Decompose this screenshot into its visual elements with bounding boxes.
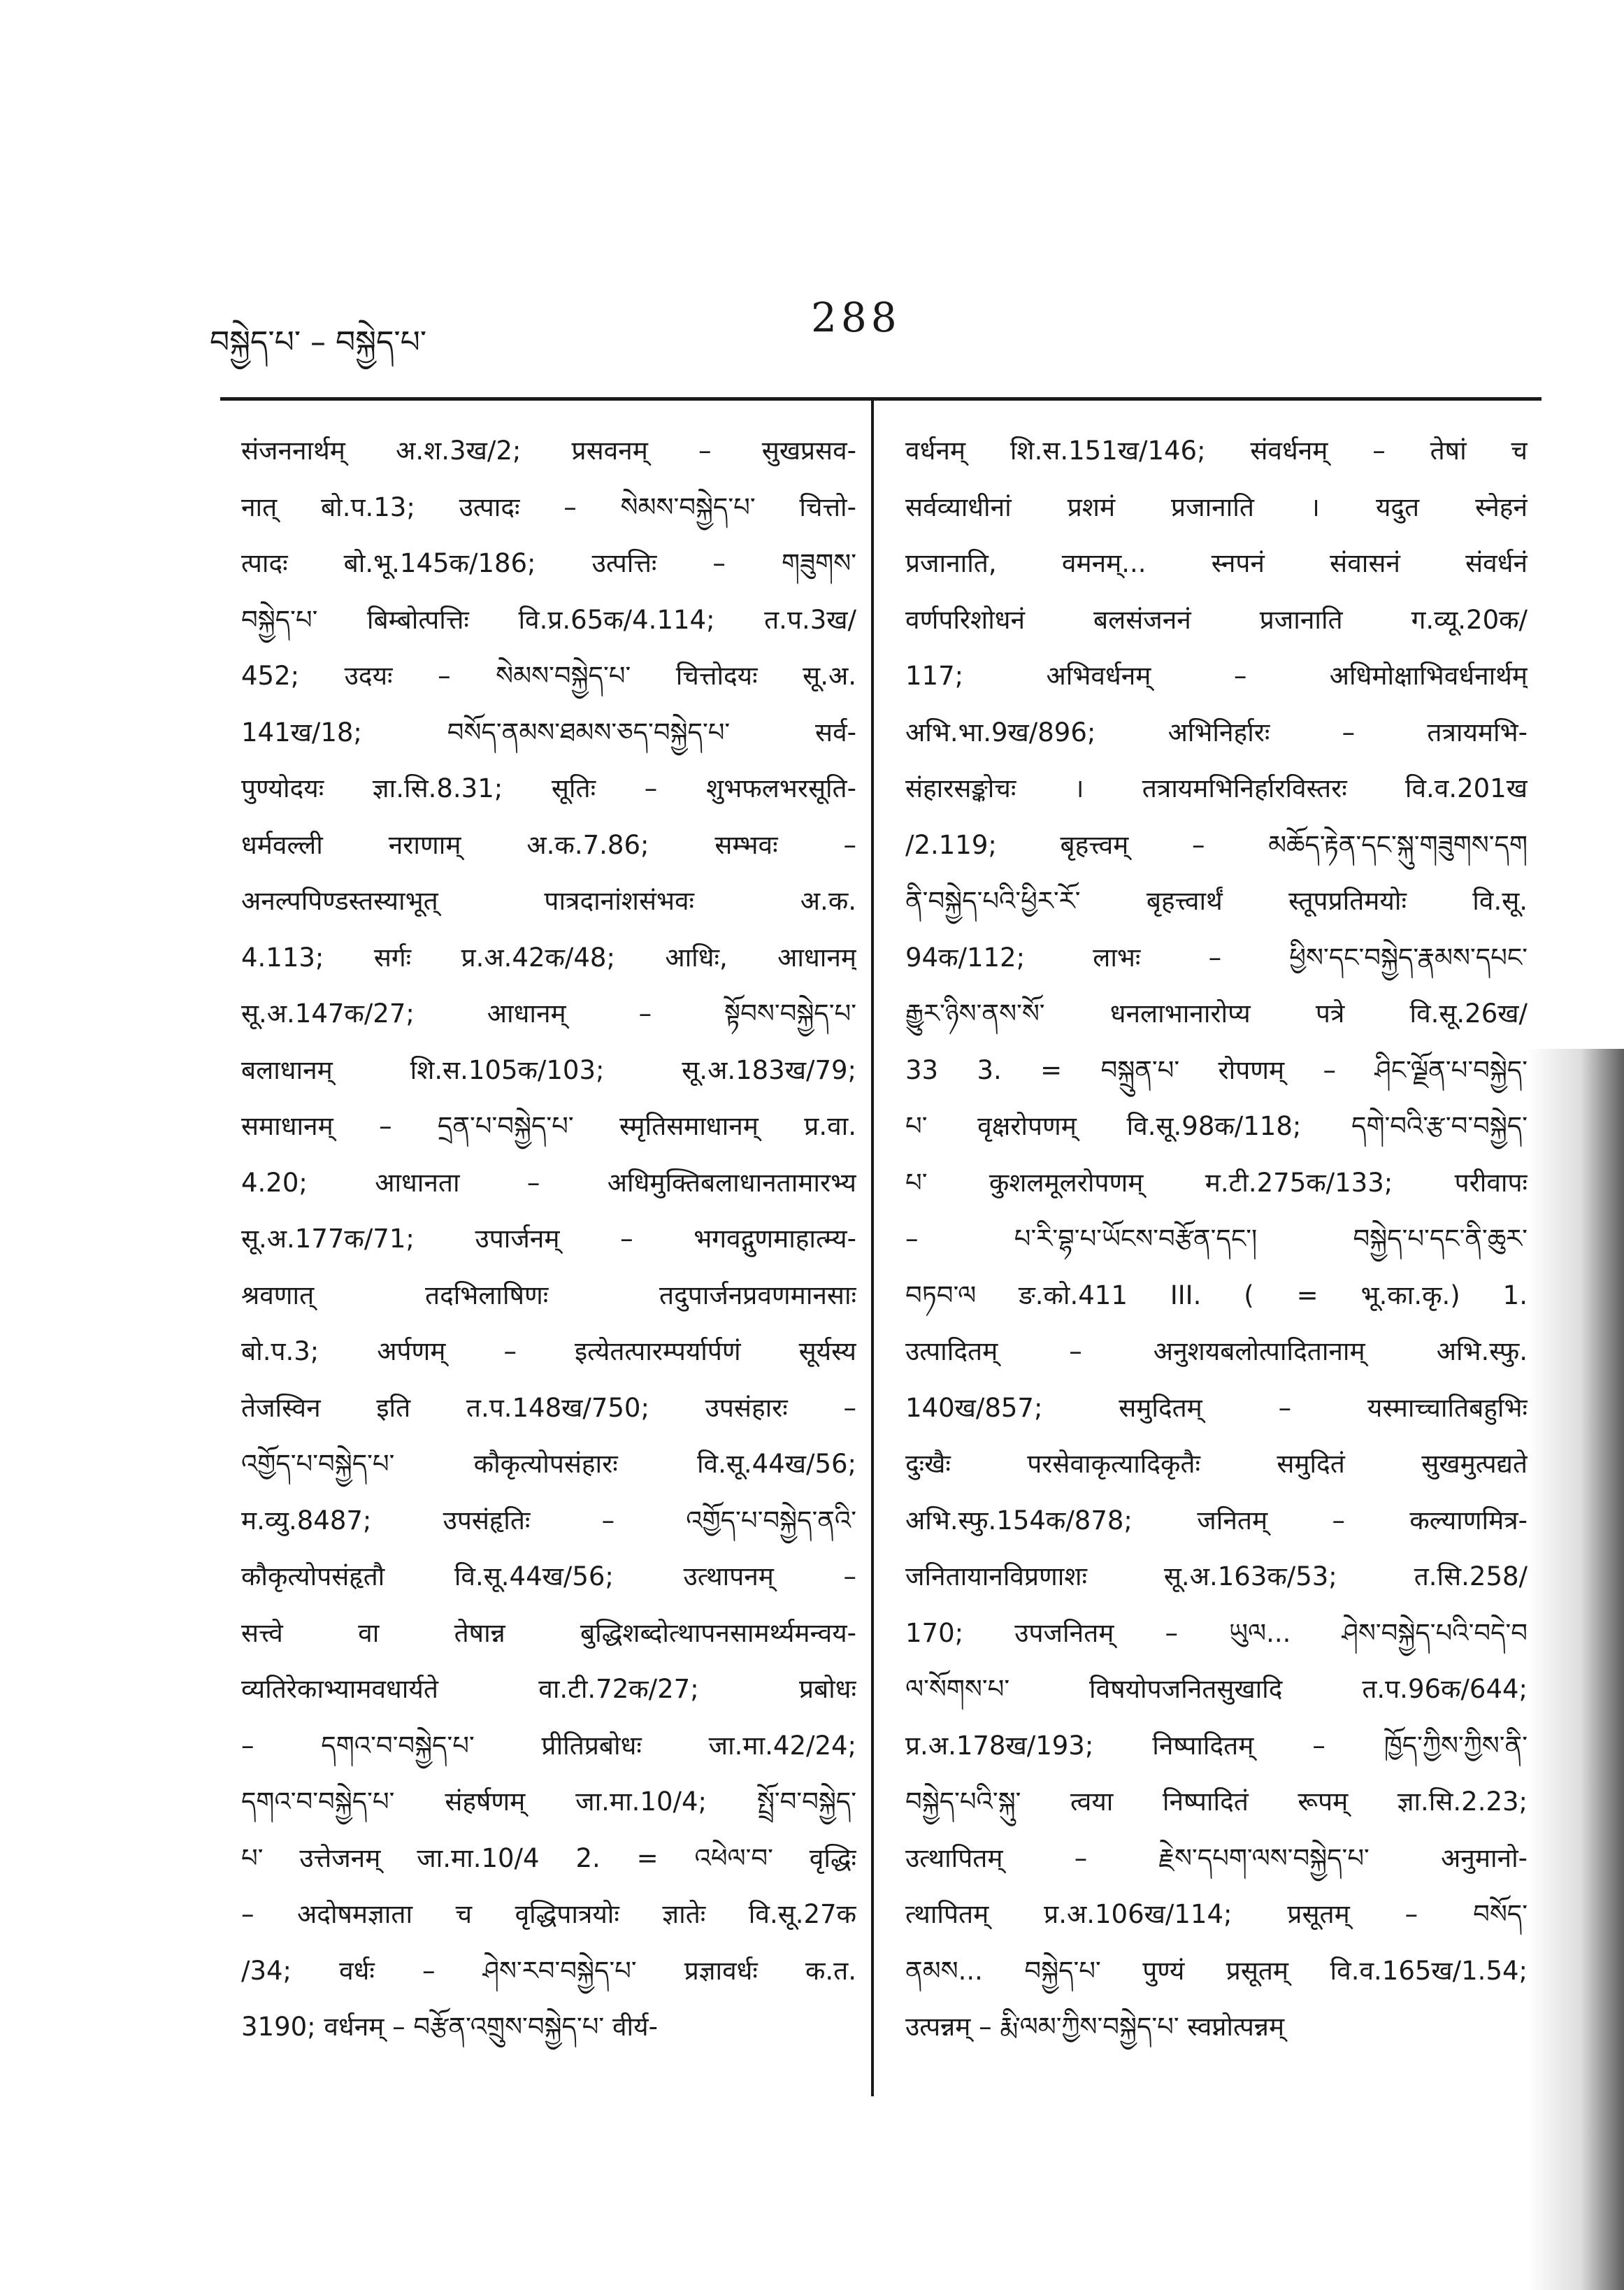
text-line: 33 3. = བསྐྲུན་པ་ रोपणम् – ཤིང་ལྗོན་པ་བསྐྱེད་: [905, 1054, 1528, 1085]
text-line: संहारसङ्कोचः । तत्रायमभिनिर्हारविस्तरः वि.व.201ख: [905, 773, 1528, 803]
text-line: अनल्पपिण्डस्तस्याभूत् पात्रदानांशसंभवः अ.क.: [241, 886, 856, 916]
text-line: उत्पन्नम् – རྨི་ལམ་ཀྱིས་བསྐྱེད་པ་ स्वप्नोत्पन्नम्: [905, 2012, 1285, 2042]
text-line: सू.अ.147क/27; आधानम् – སྟོབས་བསྐྱེད་པ་: [241, 999, 856, 1029]
text-line: कौकृत्योपसंहृतौ वि.सू.44ख/56; उत्थापनम् –: [241, 1561, 856, 1591]
text-line: – अदोषमज्ञाता च वृद्धिपात्रयोः ज्ञातेः वि.सू.27क: [241, 1899, 856, 1929]
text-line: /34; वर्धः – ཤེས་རབ་བསྐྱེད་པ་ प्रज्ञावर्धः क.त.: [241, 1955, 856, 1986]
text-line: པ་ उत्तेजनम् जा.मा.10/4 2. = འཕེལ་བ་ वृद्धिः: [241, 1842, 856, 1873]
text-line: 94क/112; लाभः – ཕྱིས་དང་བསྐྱེད་རྣམས་དཔང་: [905, 942, 1528, 973]
text-line: /2.119; बृहत्त्वम् – མཆོད་རྟེན་དང་སྐུ་གཟུགས་དག: [905, 829, 1528, 860]
text-line: པ་ कुशलमूलरोपणम् म.टी.275क/133; परीवापः: [905, 1167, 1528, 1198]
text-line: समाधानम् – དྲན་པ་བསྐྱེད་པ་ स्मृतिसमाधानम् प्र.वा.: [241, 1111, 856, 1141]
text-line: རྒྱུར་ཉིས་ནས་སོ་ धनलाभानारोप्य पत्रे वि.सू.26ख/: [905, 999, 1528, 1029]
text-line: नात् बो.प.13; उत्पादः – སེམས་བསྐྱེད་པ་ चित्तो-: [241, 492, 856, 522]
text-line: 452; उदयः – སེམས་བསྐྱེད་པ་ चित्तोदयः सू.अ.: [241, 661, 856, 691]
text-line: त्पादः बो.भू.145क/186; उत्पत्तिः – གཟུགས་: [241, 548, 856, 578]
page-number: 288: [811, 294, 901, 341]
text-line: ནམས... བསྐྱེད་པ་ पुण्यं प्रसूतम् वि.व.165ख/1.54;: [905, 1955, 1528, 1986]
text-line: उत्थापितम् – རྗེས་དཔག་ལས་བསྐྱེད་པ་ अनुमानो-: [905, 1842, 1528, 1873]
text-line: दुःखैः परसेवाकृत्यादिकृतैः समुदितं सुखमुत्पद्यते: [905, 1449, 1528, 1479]
text-line: वर्णपरिशोधनं बलसंजननं प्रजानाति ग.व्यू.20क/: [905, 604, 1528, 635]
running-head: བསྐྱེད་པ་ – བསྐྱེད་པ་: [210, 324, 427, 360]
text-line: श्रवणात् तदभिलाषिणः तदुपार्जनप्रवणमानसाः: [241, 1280, 856, 1310]
text-line: 4.113; सर्गः प्र.अ.42क/48; आधिः, आधानम्: [241, 942, 856, 973]
column-divider: [871, 397, 874, 2096]
text-line: अभि.भा.9ख/896; अभिनिर्हारः – तत्रायमभि-: [905, 717, 1528, 747]
text-line: ལ་སོགས་པ་ विषयोपजनितसुखादि त.प.96क/644;: [905, 1674, 1528, 1704]
text-line: वर्धनम् शि.स.151ख/146; संवर्धनम् – तेषां च: [905, 436, 1528, 466]
text-line: 170; उपजनितम् – ཡུལ... ཤེས་བསྐྱེད་པའི་བདེ་བ: [905, 1617, 1528, 1648]
text-line: 3190; वर्धनम् – བརྩོན་འགྲུས་བསྐྱེད་པ་ वीर्य-: [241, 2012, 658, 2042]
text-line: व्यतिरेकाभ्यामवधार्यते वा.टी.72क/27; प्रबोधः: [241, 1674, 856, 1704]
text-line: བཏབ་ལ ङ.को.411 III. ( = भू.का.कृ.) 1.: [905, 1280, 1528, 1310]
text-line: संजननार्थम् अ.श.3ख/2; प्रसवनम् – सुखप्रसव-: [241, 436, 856, 466]
text-line: – དགའ་བ་བསྐྱེད་པ་ प्रीतिप्रबोधः जा.मा.42/24;: [241, 1730, 856, 1761]
text-line: बो.प.3; अर्पणम् – इत्येतत्पारम्पर्यार्पणं सूर्यस्य: [241, 1336, 856, 1366]
text-line: འགྱོད་པ་བསྐྱེད་པ་ कौकृत्योपसंहारः वि.सू.44ख/56;: [241, 1449, 856, 1479]
text-line: पुण्योदयः ज्ञा.सि.8.31; सूतिः – शुभफलभरसूति-: [241, 773, 856, 803]
text-line: 141ख/18; བསོད་ནམས་ཐམས་ཅད་བསྐྱེད་པ་ सर्व-: [241, 717, 856, 747]
scan-edge-shadow: [1528, 1049, 1624, 2290]
text-line: प्रजानाति, वमनम्... स्नपनं संवासनं संवर्धनं: [905, 548, 1528, 578]
text-line: सत्त्वे वा तेषान्न बुद्धिशब्दोत्थापनसामर्थ्यमन्वय-: [241, 1617, 856, 1648]
right-column: [905, 423, 1528, 2056]
text-line: 140ख/857; समुदितम् – यस्माच्चातिबहुभिः: [905, 1392, 1528, 1423]
text-line: अभि.स्फु.154क/878; जनितम् – कल्याणमित्र-: [905, 1505, 1528, 1536]
text-line: तेजस्विन इति त.प.148ख/750; उपसंहारः –: [241, 1392, 856, 1423]
text-line: सू.अ.177क/71; उपार्जनम् – भगवद्गुणमाहात्म्य-: [241, 1224, 856, 1254]
text-line: བསྐྱེད་པའི་སྐུ་ त्वया निष्पादितं रूपम् ज्ञा.सि.2.23;: [905, 1787, 1528, 1817]
text-line: बलाधानम् शि.स.105क/103; सू.अ.183ख/79;: [241, 1054, 856, 1085]
text-line: म.व्यु.8487; उपसंहृतिः – འགྱོད་པ་བསྐྱེད་ནའི་: [241, 1505, 856, 1536]
text-line: धर्मवल्ली नराणाम् अ.क.7.86; सम्भवः –: [241, 829, 856, 860]
text-line: དགའ་བ་བསྐྱེད་པ་ संहर्षणम् जा.मा.10/4; སྤྲོ་བ་བསྐྱེད་: [241, 1787, 856, 1817]
text-line: ནི་བསྐྱེད་པའི་ཕྱིར་རོ་ बृहत्त्वार्थं स्तूपप्रतिमयोः वि.सू.: [905, 886, 1528, 916]
text-line: 4.20; आधानता – अधिमुक्तिबलाधानतामारभ्य: [241, 1167, 856, 1198]
text-line: 117; अभिवर्धनम् – अधिमोक्षाभिवर्धनार्थम्: [905, 661, 1528, 691]
header-rule: [220, 397, 1542, 401]
text-line: सर्वव्याधीनां प्रशमं प्रजानाति । यदुत स्नेहनं: [905, 492, 1528, 522]
text-line: त्थापितम् प्र.अ.106ख/114; प्रसूतम् – བསོད་: [905, 1899, 1528, 1929]
text-line: པ་ वृक्षरोपणम् वि.सू.98क/118; དགེ་བའི་རྩ་བ་བསྐྱེད་: [905, 1111, 1528, 1141]
text-line: प्र.अ.178ख/193; निष्पादितम् – ཁྱོད་ཀྱིས་ཀྱིས་ནི་: [905, 1730, 1528, 1761]
text-line: – པ་རི་བྷ་པ་ཡོངས་བརྩོན་དང་། བསྐྱེད་པ་དང་ནི་ཆུར་: [905, 1224, 1528, 1254]
page-header: [210, 294, 1538, 360]
text-line: उत्पादितम् – अनुशयबलोत्पादितानाम् अभि.स्फु.: [905, 1336, 1528, 1366]
left-column: [241, 423, 856, 2056]
text-line: जनितायानविप्रणाशः सू.अ.163क/53; त.सि.258/: [905, 1561, 1528, 1591]
text-line: བསྐྱེད་པ་ बिम्बोत्पत्तिः वि.प्र.65क/4.114; त.प.3ख/: [241, 604, 856, 635]
